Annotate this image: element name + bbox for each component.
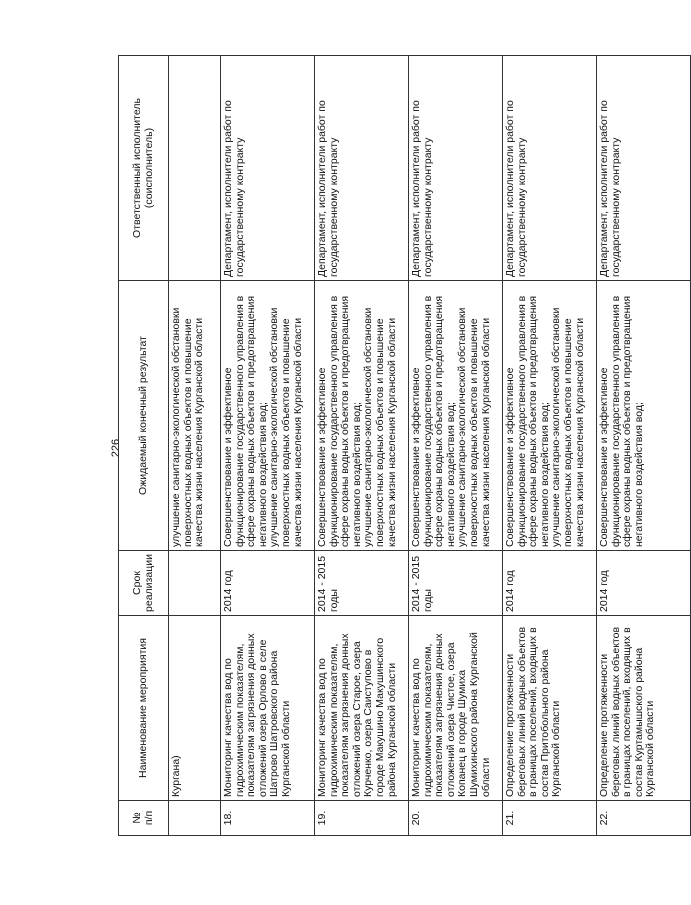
cell-name: Мониторинг качества вод по гидрохимическим показателям, показателям загрязнения донных отложений озера Чистое, озера Копанец в городе Шумиха Шумихинского района Курганской области: [409, 616, 503, 801]
cell-executor: Департамент, исполнители работ по государственному контракту: [503, 56, 597, 281]
cell-term: 2014 год: [221, 551, 315, 616]
table-row: [221, 56, 315, 836]
header-result: Ожидаемый конечный результат: [119, 281, 169, 551]
measures-table: [118, 55, 691, 836]
cell-num: [169, 801, 221, 836]
table-row: [503, 56, 597, 836]
cell-executor: [169, 56, 221, 281]
table-row: [597, 56, 691, 836]
cell-num: 20.: [409, 801, 503, 836]
cell-term: 2014 год: [597, 551, 691, 616]
cell-result: Совершенствование и эффективное функционирование государственного управления в сфере охраны водных объектов и предотвращения негативного воздействия вод; улучшение санитарно-экологической обстановки поверхностных водных объектов и повышение качества жизни населения Курганской области: [221, 281, 315, 551]
cell-term: 2014 - 2015 годы: [315, 551, 409, 616]
cell-executor: Департамент, исполнители работ по государственному контракту: [409, 56, 503, 281]
page-number: 226: [110, 438, 122, 458]
header-name: Наименование мероприятия: [119, 616, 169, 801]
header-num: № п/п: [119, 801, 169, 836]
cell-result: Совершенствование и эффективное функционирование государственного управления в сфере охраны водных объектов и предотвращения негативного воздействия вод;: [597, 281, 691, 551]
cell-executor: Департамент, исполнители работ по государственному контракту: [597, 56, 691, 281]
cell-term: 2014 - 2015 годы: [409, 551, 503, 616]
cell-executor: Департамент, исполнители работ по государственному контракту: [315, 56, 409, 281]
cell-term: 2014 год: [503, 551, 597, 616]
header-term: Срок реализации: [119, 551, 169, 616]
rotated-table-area: [118, 56, 657, 836]
table-row: [409, 56, 503, 836]
cell-result: Совершенствование и эффективное функционирование государственного управления в сфере охраны водных объектов и предотвращения негативного воздействия вод; улучшение санитарно-экологической обстановки поверхностных водных объектов и повышение качества жизни населения Курганской области: [315, 281, 409, 551]
cell-name: Определение протяженности береговых линий водных объектов в границах поселений, входящих в состав Притобольного района Курганской области: [503, 616, 597, 801]
table-row-continuation: [169, 56, 221, 836]
cell-name: Мониторинг качества вод по гидрохимическим показателям, показателям загрязнения донных отложений озера Старое, озера Курченко, озера Саиступово в городе Макушино Макушинского района Курганской области: [315, 616, 409, 801]
header-executor: Ответственный исполнитель (соисполнитель): [119, 56, 169, 281]
cell-result: Совершенствование и эффективное функционирование государственного управления в сфере охраны водных объектов и предотвращения негативного воздействия вод; улучшение санитарно-экологической обстановки поверхностных водных объектов и повышение качества жизни населения Курганской области: [503, 281, 597, 551]
cell-result: улучшение санитарно-экологической обстановки поверхностных водных объектов и повышение качества жизни населения Курганской области: [169, 281, 221, 551]
table-row: [315, 56, 409, 836]
cell-num: 19.: [315, 801, 409, 836]
cell-num: 22.: [597, 801, 691, 836]
cell-name: Кургана): [169, 616, 221, 801]
cell-result: Совершенствование и эффективное функционирование государственного управления в сфере охраны водных объектов и предотвращения негативного воздействия вод; улучшение санитарно-экологической обстановки поверхностных водных объектов и повышение качества жизни населения Курганской области: [409, 281, 503, 551]
cell-name: Мониторинг качества вод по гидрохимическим показателям, показателям загрязнения донных отложений озера Орлово в селе Шатрово Шатровского района Курганской области: [221, 616, 315, 801]
cell-name: Определение протяженности береговых линий водных объектов в границах поселений, входящих в состав Куртамышского района Курганской области: [597, 616, 691, 801]
cell-executor: Департамент, исполнители работ по государственному контракту: [221, 56, 315, 281]
cell-num: 21.: [503, 801, 597, 836]
cell-term: [169, 551, 221, 616]
cell-num: 18.: [221, 801, 315, 836]
table-header-row: [119, 56, 169, 836]
